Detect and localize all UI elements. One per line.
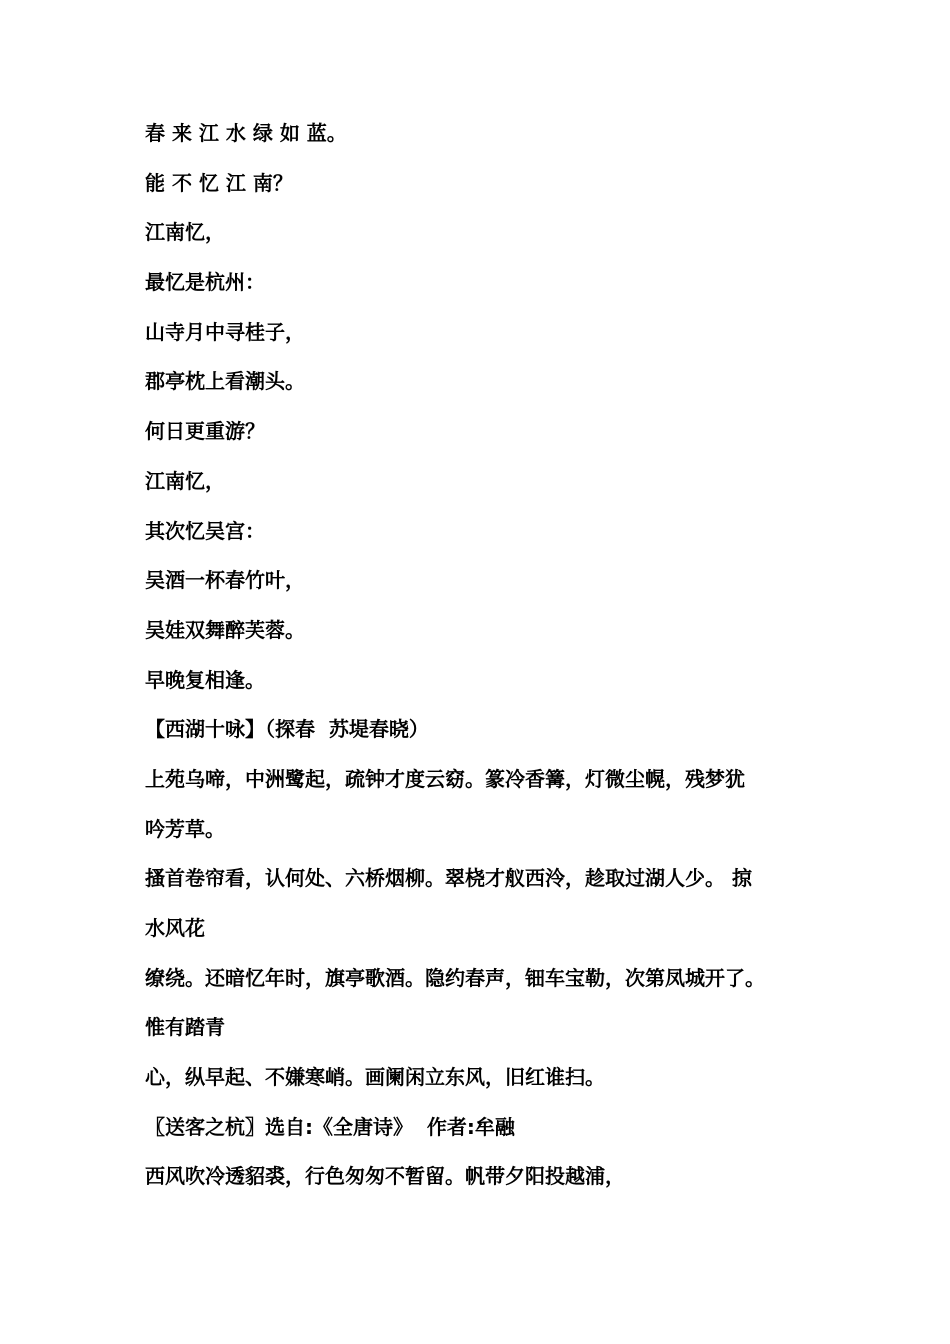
text-line: 江南忆， — [145, 220, 225, 245]
text-line: 能 不 忆 江 南？ — [145, 170, 293, 195]
poem-text-block — [145, 110, 815, 1203]
section-heading: 〖送客之杭〗选自:《全唐诗》 作者:牟融 — [145, 1114, 515, 1139]
text-line: 最忆是杭州： — [145, 270, 265, 295]
text-line: 江南忆， — [145, 468, 225, 493]
text-line: 惟有踏青 — [145, 1015, 225, 1040]
text-line: 吴酒一杯春竹叶， — [145, 568, 305, 593]
text-line: 山寺月中寻桂子， — [145, 319, 305, 344]
text-line: 郡亭枕上看潮头。 — [145, 369, 305, 394]
section-heading: 【西湖十咏】（探春 苏堤春晓） — [145, 717, 429, 742]
text-line: 上苑乌啼，中洲鹭起，疏钟才度云窈。篆冷香篝，灯微尘幌，残梦犹 — [145, 766, 745, 791]
text-line: 吴娃双舞醉芙蓉。 — [145, 617, 305, 642]
text-line: 心，纵早起、不嫌寒峭。画阑闲立东风，旧红谁扫。 — [145, 1065, 605, 1090]
text-line: 缭绕。还暗忆年时，旗亭歌酒。隐约春声，钿车宝勒，次第凤城开了。 — [145, 965, 765, 990]
text-line: 水风花 — [145, 916, 205, 940]
text-line: 春 来 江 水 绿 如 蓝。 — [145, 121, 347, 145]
text-line: 何日更重游？ — [145, 419, 265, 444]
text-line: 吟芳草。 — [145, 816, 225, 841]
text-line: 搔首卷帘看，认何处、六桥烟柳。翠桡才舣西泠，趁取过湖人少。 掠 — [145, 866, 752, 891]
text-line: 其次忆吴宫： — [145, 518, 265, 543]
text-line: 西风吹冷透貂裘，行色匆匆不暂留。帆带夕阳投越浦， — [145, 1164, 625, 1189]
text-line: 早晚复相逢。 — [145, 667, 265, 692]
